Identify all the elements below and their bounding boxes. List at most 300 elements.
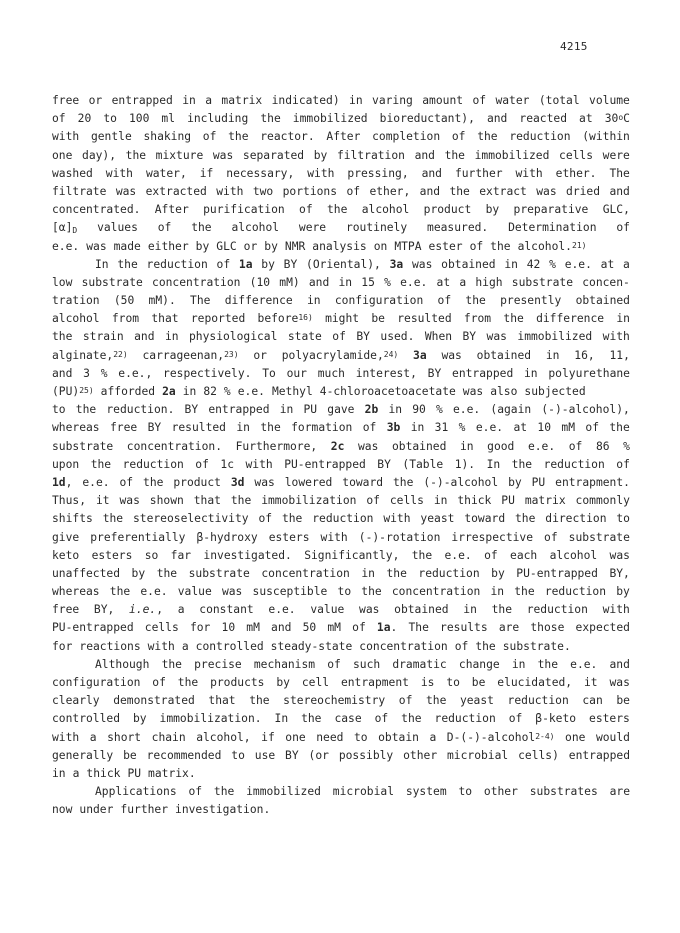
word: investigated.	[203, 548, 292, 562]
word: Although	[95, 657, 150, 671]
word: before$^{16)}$	[257, 312, 313, 326]
word: a	[623, 257, 630, 271]
word: cells	[389, 494, 424, 508]
word: was	[254, 475, 275, 489]
word: the	[260, 112, 281, 126]
word: the	[425, 694, 447, 708]
word: immobilization	[261, 494, 357, 508]
word: BY	[377, 457, 391, 471]
word: cells)	[518, 748, 559, 762]
word: of	[152, 676, 166, 689]
text-line	[52, 183, 630, 201]
word: now	[52, 803, 73, 817]
word: water	[495, 94, 530, 107]
word: 90	[412, 403, 426, 417]
word: at	[436, 275, 451, 289]
word: is	[420, 676, 435, 689]
word: 2a	[162, 385, 176, 398]
word: NMR	[284, 239, 306, 253]
word: elucidated,	[497, 676, 573, 689]
word: with	[602, 603, 630, 617]
word: direction	[545, 512, 607, 526]
word: matrix	[221, 94, 263, 107]
word: (within	[582, 130, 630, 144]
word: on	[373, 239, 388, 253]
word: (Table	[402, 457, 444, 471]
word: and	[421, 166, 442, 180]
word: and	[486, 112, 508, 126]
word: D-(-)-alcohol$^{2-4)}$	[446, 730, 555, 744]
word: might	[325, 312, 360, 326]
word: the	[109, 585, 131, 599]
word: substrate	[568, 530, 630, 544]
word: 16,	[574, 348, 595, 362]
word: reduction	[509, 130, 571, 144]
word: 31	[434, 421, 449, 435]
word: are	[609, 785, 630, 799]
word: steady-state	[270, 639, 353, 653]
word: under	[79, 803, 114, 817]
word: by	[264, 239, 278, 253]
word: the	[143, 475, 164, 489]
word: mM)	[279, 275, 300, 289]
text-line	[52, 674, 630, 692]
word: separated	[242, 148, 305, 162]
word: and	[308, 275, 330, 289]
word: subjected	[524, 385, 586, 398]
word: in	[511, 657, 526, 671]
word: in	[459, 439, 474, 453]
word: concentrated.	[52, 203, 141, 217]
word: results	[440, 621, 488, 635]
word: pressing,	[347, 166, 409, 180]
word: toward	[342, 475, 384, 489]
word: whereas	[52, 585, 100, 599]
word: alginate,$^{22)}$	[52, 348, 128, 362]
word: in	[410, 421, 425, 435]
word: substrate	[188, 566, 250, 580]
word: 2b	[364, 403, 379, 417]
word: much	[317, 366, 345, 380]
word: extract	[479, 184, 527, 198]
word: by	[261, 257, 275, 271]
word: by	[491, 566, 505, 580]
word: need	[316, 730, 344, 744]
word: the	[386, 566, 407, 580]
word: of	[544, 530, 558, 544]
word: was	[486, 330, 507, 344]
word: for	[189, 621, 211, 635]
word: β-keto	[535, 712, 577, 726]
word: In	[486, 457, 501, 471]
text-line	[52, 419, 630, 437]
word: ester	[428, 239, 463, 253]
word: i.e.,	[129, 603, 164, 617]
word: with	[320, 530, 348, 544]
word: one	[52, 148, 73, 162]
word: In	[95, 257, 109, 271]
word: of	[451, 130, 466, 144]
word: gave	[327, 403, 355, 417]
word: %	[458, 421, 466, 435]
word: state	[287, 330, 322, 344]
word: immobilization.	[159, 712, 262, 726]
word: to	[52, 403, 66, 417]
word: concen-	[582, 275, 630, 289]
word: After	[154, 203, 189, 217]
word: configuration	[334, 294, 424, 308]
word: to	[103, 112, 117, 126]
word: microbial	[332, 785, 394, 799]
word: of	[398, 694, 413, 708]
text-line	[52, 474, 630, 492]
word: of	[484, 548, 498, 562]
word: volume	[589, 94, 630, 107]
word: of	[508, 712, 523, 726]
body-text	[52, 92, 630, 820]
word: of	[469, 239, 484, 253]
word: entrapment.	[555, 475, 630, 489]
word: other	[403, 748, 438, 762]
word: the	[490, 239, 511, 253]
word: PU	[501, 494, 515, 508]
word: the	[449, 184, 470, 198]
word: and	[134, 330, 155, 344]
word: 1a.	[376, 621, 398, 635]
word: free	[109, 421, 138, 435]
word: in	[349, 94, 363, 107]
word: by	[508, 475, 522, 489]
word: of	[362, 421, 377, 435]
text-line	[52, 438, 630, 456]
word: in	[361, 566, 375, 580]
word: or	[243, 239, 258, 253]
word: was	[609, 676, 630, 689]
word: The	[609, 166, 630, 180]
word: in	[433, 494, 448, 508]
text-line	[52, 710, 630, 728]
word: system	[405, 785, 447, 799]
word: After	[326, 130, 361, 144]
word: concentration	[391, 585, 481, 599]
word: reduction	[544, 585, 607, 599]
word: of	[437, 294, 452, 308]
word: the	[75, 403, 97, 417]
word: of	[119, 475, 134, 489]
word: varing	[372, 94, 413, 107]
word: at	[513, 421, 528, 435]
word: reduction.	[106, 403, 175, 417]
word: the	[230, 494, 252, 508]
text-line	[52, 310, 630, 328]
word: constant	[199, 603, 254, 617]
word: (-)-rotation	[358, 530, 441, 544]
word: entrapped	[111, 94, 173, 107]
word: if	[199, 166, 214, 180]
word: preferentially	[90, 530, 186, 544]
word: or	[253, 348, 267, 362]
word: necessary,	[226, 166, 295, 180]
word: e.e.	[453, 403, 481, 417]
word: the	[161, 657, 182, 671]
word: reduction	[507, 694, 569, 708]
word: concentration	[152, 275, 241, 289]
word: of	[568, 439, 583, 453]
word: portions	[282, 184, 338, 198]
word: polyacrylamide,$^{24)}$	[281, 348, 399, 362]
text-line	[52, 619, 630, 637]
text-line	[52, 801, 630, 819]
word: BY	[147, 421, 162, 435]
word: of	[374, 712, 389, 726]
word: clearly	[52, 694, 100, 708]
word: reduction	[543, 457, 605, 471]
word: (or	[308, 748, 329, 762]
word: by	[276, 676, 290, 689]
word: (Oriental),	[306, 257, 381, 271]
text-line	[52, 328, 630, 346]
word: of	[352, 621, 366, 635]
word: recommended	[146, 748, 222, 762]
text-line	[52, 456, 630, 474]
word: alcohol	[361, 203, 410, 217]
word: the	[125, 148, 147, 162]
word: to	[458, 785, 473, 799]
word: investigation.	[175, 803, 271, 817]
word: the	[511, 457, 533, 471]
text-line	[52, 638, 630, 656]
word: with	[383, 512, 411, 526]
word: obtained	[391, 439, 447, 453]
word: e.e.	[570, 657, 598, 671]
word: substrate.	[502, 639, 571, 653]
word: afforded	[100, 385, 156, 398]
word: %	[623, 439, 630, 453]
word: immobilized	[474, 148, 550, 162]
word: low	[52, 275, 73, 289]
word: the	[444, 148, 465, 162]
word: reduction	[434, 712, 496, 726]
text-line	[52, 747, 630, 765]
word: filtrate	[52, 184, 107, 198]
word: reduction	[122, 457, 184, 471]
word: routinely	[345, 221, 408, 235]
text-line	[52, 347, 630, 365]
word: the	[515, 512, 536, 526]
word: day),	[82, 148, 117, 162]
word: of	[327, 657, 341, 671]
word: of	[195, 457, 209, 471]
text-line	[52, 492, 630, 510]
word: cell	[301, 676, 330, 689]
word: e.e.,	[118, 366, 153, 380]
word: 86	[595, 439, 610, 453]
word: of	[346, 184, 361, 198]
word: chain	[151, 730, 186, 744]
word: reactions	[79, 639, 141, 653]
word: by	[132, 712, 147, 726]
word: one	[565, 730, 586, 744]
word: e.e.	[400, 275, 428, 289]
word: irrespective	[451, 530, 534, 544]
word: concentration	[359, 639, 448, 653]
word: to	[231, 748, 245, 762]
word: In	[274, 712, 289, 726]
word: further	[120, 803, 169, 817]
word: %	[100, 366, 108, 380]
word: of	[454, 639, 469, 653]
word: of	[202, 130, 217, 144]
word: Thus,	[52, 494, 87, 508]
word: product	[423, 203, 472, 217]
word: MTPA	[394, 239, 422, 253]
word: the	[361, 585, 382, 599]
word: 1c	[220, 457, 234, 471]
word: preparative	[513, 203, 589, 217]
word: be	[471, 676, 486, 689]
text-line	[52, 601, 630, 619]
text-line	[52, 383, 630, 401]
word: be	[371, 312, 385, 326]
word: Significantly,	[304, 548, 400, 562]
word: with	[307, 166, 335, 180]
word: yeast	[420, 512, 455, 526]
word: %	[384, 275, 391, 289]
word: %	[436, 403, 443, 417]
word: in	[463, 603, 477, 617]
word: (-)-alcohol),	[541, 403, 630, 417]
word: (10	[249, 275, 271, 289]
word: alcohol	[549, 548, 598, 562]
word: the	[249, 694, 270, 708]
word: cells	[144, 621, 179, 635]
word: in	[182, 94, 196, 107]
word: precise	[194, 657, 242, 671]
word: filtration	[336, 148, 405, 162]
word: with	[216, 184, 244, 198]
word: and	[271, 621, 292, 635]
word: obtain	[378, 730, 419, 744]
word: a	[429, 730, 437, 744]
word: 4-chloroacetoacetate	[319, 385, 456, 398]
word: e.e.	[237, 385, 265, 398]
word: are	[498, 621, 520, 635]
word: if	[261, 730, 275, 744]
word: 42	[526, 257, 541, 271]
word: expected	[575, 621, 630, 635]
word: can	[582, 694, 603, 708]
word: (-)-alcohol	[423, 475, 499, 489]
word: the	[401, 712, 422, 726]
word: values	[97, 221, 138, 235]
word: by	[195, 239, 210, 253]
word: 20	[77, 112, 92, 126]
word: PU	[127, 766, 142, 780]
word: the	[393, 475, 414, 489]
word: concentration	[261, 566, 350, 580]
word: mechanism	[253, 657, 316, 671]
word: e.e.	[268, 603, 296, 617]
word: 3	[83, 366, 90, 380]
word: also	[490, 385, 518, 398]
text-line	[52, 729, 630, 747]
word: dried	[566, 184, 601, 198]
word: GLC,	[602, 203, 630, 217]
word: immobilized	[246, 785, 321, 799]
word: from	[463, 312, 492, 326]
word: the	[491, 603, 512, 617]
word: that	[193, 494, 221, 508]
word: difference	[536, 312, 605, 326]
word: far	[170, 548, 192, 562]
word: alcohol	[231, 221, 280, 235]
text-line	[52, 365, 630, 383]
text-line	[52, 401, 630, 419]
word: including	[187, 112, 249, 126]
word: possibly	[338, 748, 394, 762]
word: a	[177, 603, 185, 617]
word: obtained	[476, 348, 532, 362]
word: stereoselectivity	[132, 512, 249, 526]
word: Applications	[95, 785, 177, 799]
word: a	[72, 766, 80, 780]
word: with	[105, 166, 133, 180]
word: gentle	[90, 130, 132, 144]
word: two	[252, 184, 274, 198]
word: in	[524, 366, 538, 380]
word: the	[411, 548, 433, 562]
word: mixture	[155, 148, 204, 162]
word: in	[279, 403, 294, 417]
word: The	[190, 294, 211, 308]
word: PU-entrapped	[52, 621, 134, 635]
word: 82	[203, 385, 217, 398]
word: the	[260, 421, 281, 435]
word: was	[462, 385, 484, 398]
word: to	[446, 676, 460, 689]
word: substrate	[511, 275, 574, 289]
word: was	[119, 494, 140, 508]
word: substrate	[52, 439, 114, 453]
word: BY	[356, 330, 370, 344]
word: the	[213, 785, 235, 799]
word: and	[414, 148, 435, 162]
word: our	[286, 366, 307, 380]
word: the	[503, 312, 524, 326]
word: e.e.	[527, 439, 556, 453]
word: substrate	[81, 275, 143, 289]
word: in	[52, 766, 66, 780]
word: a	[89, 730, 97, 744]
word: unaffected	[52, 566, 121, 580]
word: a	[459, 275, 467, 289]
word: or	[88, 94, 103, 107]
word: BY	[462, 330, 477, 344]
word: to	[616, 512, 630, 526]
word: the	[102, 512, 124, 526]
word: β-hydroxy	[196, 530, 258, 544]
word: (total	[538, 94, 580, 107]
word: reduction	[418, 566, 480, 580]
word: it	[583, 676, 598, 689]
word: in	[338, 275, 353, 289]
text-line	[52, 547, 630, 565]
word: 1).	[454, 457, 476, 471]
word: water,	[145, 166, 187, 180]
word: cells	[559, 148, 594, 162]
page-number: 4215	[560, 40, 588, 53]
word: e.e.	[564, 257, 592, 271]
